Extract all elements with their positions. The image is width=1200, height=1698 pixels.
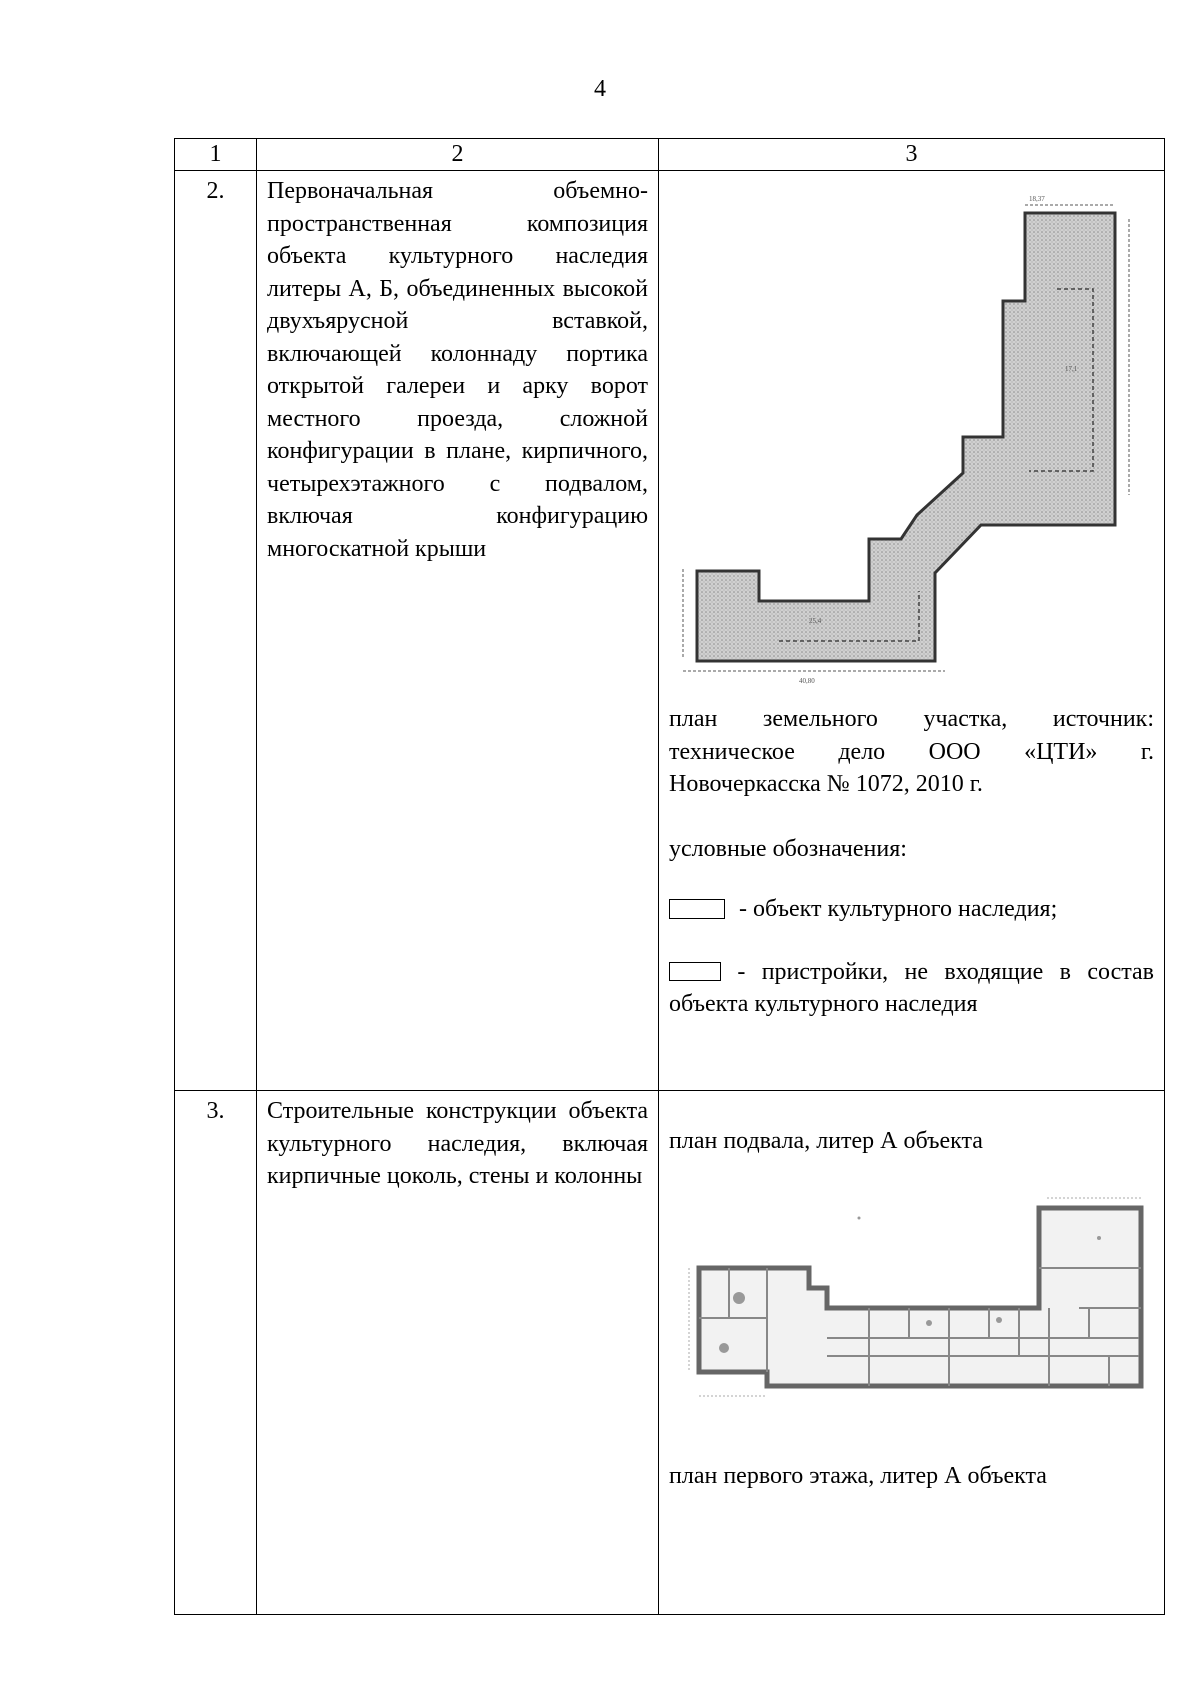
document-table (174, 138, 1165, 1615)
column-header-2: 2 (257, 139, 659, 171)
column-header-3: 3 (659, 139, 1165, 171)
page-number: 4 (594, 76, 606, 102)
legend-title: условные обозначения: (669, 835, 907, 862)
table-row (175, 1091, 1165, 1615)
row-description: Первоначальная объемно-пространственная композиция объекта культурного наследия литеры А, Б, объединенных высокой двухъярусной вставкой, включающей колоннаду портика открытой галереи и арку ворот местного проезда, сложной конфигурации в плане, кирпичного, четырехэтажного с подвалом, включая конфигурацию многоскатной крыши (257, 171, 659, 1091)
table-header-row (175, 139, 1165, 171)
svg-text:40,80: 40,80 (799, 677, 815, 685)
basement-plan-image (669, 1158, 1154, 1438)
row-number: 3. (175, 1091, 257, 1615)
row-plan-cell (659, 171, 1165, 1091)
row-plan-cell (659, 1091, 1165, 1615)
column-header-1: 1 (175, 139, 257, 171)
legend-item-annexes (669, 956, 1154, 1021)
basement-plan-caption: план подвала, литер А объекта (669, 1128, 983, 1154)
svg-text:25,4: 25,4 (809, 617, 822, 625)
site-plan-caption: план земельного участка, источник: техническое дело ООО «ЦТИ» г. Новочеркасска № 1072, 2010 г. (669, 706, 1154, 797)
table-row (175, 171, 1165, 1091)
legend-label: - объект культурного наследия; (739, 896, 1058, 922)
svg-text:17,1: 17,1 (1065, 365, 1078, 373)
svg-text:18,37: 18,37 (1029, 195, 1045, 203)
legend-swatch (669, 899, 725, 919)
row-number: 2. (175, 171, 257, 1091)
row-description: Строительные конструкции объекта культурного наследия, включая кирпичные цоколь, стены и колонны (257, 1091, 659, 1615)
site-plan-image (669, 171, 1154, 703)
legend-label: - пристройки, не входящие в состав объекта культурного наследия (669, 958, 1155, 1017)
first-floor-plan-caption: план первого этажа, литер А объекта (669, 1462, 1047, 1489)
legend-swatch (669, 962, 721, 981)
legend-item-heritage (669, 893, 1154, 926)
